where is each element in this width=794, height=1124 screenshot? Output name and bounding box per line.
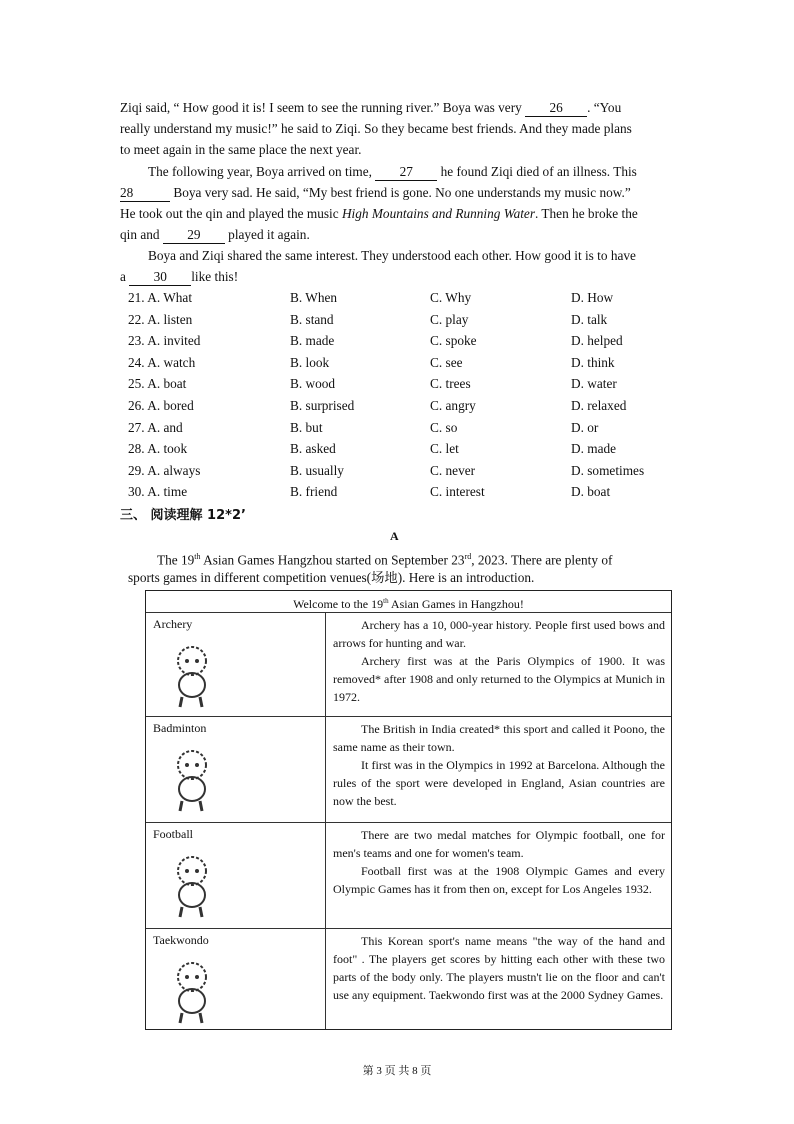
- option-28-B: B. asked: [290, 441, 336, 457]
- table-row-taekwondo: [146, 928, 671, 1029]
- mascot-image-icon: [164, 745, 224, 819]
- description-paragraph: It first was in the Olympics in 1992 at Barcelona. Although the rules of the sport were developed in England, Asian countries are now the best.: [333, 758, 665, 808]
- option-24-C: C. see: [430, 354, 463, 370]
- passage-line: to meet again in the same place the next year.: [120, 142, 362, 157]
- option-24-A: 24. A. watch: [128, 354, 196, 370]
- passage-line: Ziqi said, “ How good it is! I seem to see the running river.” Boya was very 26 . “You: [120, 100, 622, 115]
- sport-name: Badminton: [153, 721, 207, 735]
- option-25-C: C. trees: [430, 376, 471, 392]
- table-row-badminton: [146, 716, 671, 822]
- option-22-D: D. talk: [571, 311, 608, 327]
- description-paragraph: This Korean sport's name means "the way of the hand and foot" . The players get scores by hitting each other with these two parts of the body only. The players mustn't lie on the floor and can't use any equipment. Taekwondo first was at the 2000 Sydney Games.: [333, 934, 665, 1002]
- page-footer: 第 3 页 共 8 页: [362, 1065, 432, 1077]
- passage-line: The following year, Boya arrived on time, 27 he found Ziqi died of an illness. This: [148, 164, 637, 179]
- option-22-A: 22. A. listen: [128, 311, 193, 327]
- passage-line: He took out the qin and played the music High Mountains and Running Water. Then he broke the: [120, 206, 638, 221]
- option-23-C: C. spoke: [430, 333, 477, 349]
- blank-28: 28: [120, 185, 170, 202]
- sport-description: [326, 613, 671, 716]
- sport-name: Archery: [153, 617, 193, 631]
- mascot-image-icon: [164, 851, 224, 925]
- option-27-A: 27. A. and: [128, 419, 183, 435]
- passage-line: 28 Boya very sad. He said, “My best friend is gone. No one understands my music now.”: [120, 185, 631, 200]
- option-21-D: D. How: [571, 290, 614, 305]
- description-paragraph: The British in India created* this sport and called it Poono, the same name as their town.: [333, 722, 665, 754]
- sport-cell: [146, 717, 326, 822]
- option-28-A: 28. A. took: [128, 441, 188, 457]
- blank-30: 30: [129, 269, 191, 286]
- sport-name: Taekwondo: [153, 933, 209, 947]
- option-26-B: B. surprised: [290, 398, 355, 413]
- blank-29: 29: [163, 227, 225, 244]
- option-30-C: C. interest: [430, 484, 485, 500]
- intro-line: sports games in different competition venues(场地). Here is an introduction.: [128, 570, 535, 585]
- option-28-D: D. made: [571, 441, 617, 457]
- option-23-D: D. helped: [571, 333, 623, 349]
- option-26-A: 26. A. bored: [128, 398, 194, 413]
- intro-line: The 19th Asian Games Hangzhou started on September 23rd, 2023. There are plenty of: [157, 552, 613, 568]
- mascot-image-icon: [164, 957, 224, 1031]
- option-21-B: B. When: [290, 290, 338, 305]
- option-24-D: D. think: [571, 354, 615, 370]
- option-30-A: 30. A. time: [128, 484, 188, 500]
- option-27-B: B. but: [290, 419, 323, 435]
- table-header: Welcome to the 19th Asian Games in Hangzhou!: [293, 597, 524, 611]
- description-paragraph: Archery first was at the Paris Olympics of 1900. It was removed* after 1908 and only returned to the Olympics at Munich in 1972.: [333, 654, 665, 704]
- option-30-B: B. friend: [290, 484, 338, 500]
- asian-games-table: [145, 590, 672, 1030]
- option-26-D: D. relaxed: [571, 398, 627, 413]
- passage-line: a 30 like this!: [120, 269, 239, 284]
- table-row-archery: [146, 612, 671, 716]
- mascot-image-icon: [164, 641, 224, 715]
- sport-cell: [146, 823, 326, 928]
- blank-26: 26: [525, 100, 587, 117]
- part-label: A: [390, 529, 399, 543]
- option-30-D: D. boat: [571, 484, 611, 500]
- option-22-C: C. play: [430, 311, 469, 327]
- option-29-A: 29. A. always: [128, 462, 201, 478]
- sport-cell: [146, 613, 326, 716]
- option-23-B: B. made: [290, 333, 335, 349]
- option-29-C: C. never: [430, 462, 476, 478]
- option-28-C: C. let: [430, 441, 459, 457]
- sport-name: Football: [153, 827, 194, 841]
- description-paragraph: There are two medal matches for Olympic football, one for men's teams and one for women's team.: [333, 828, 665, 860]
- sport-description: [326, 717, 671, 822]
- option-27-D: D. or: [571, 419, 599, 435]
- table-row-football: [146, 822, 671, 928]
- option-22-B: B. stand: [290, 311, 334, 327]
- option-24-B: B. look: [290, 354, 330, 370]
- sport-cell: [146, 929, 326, 1029]
- sport-description: [326, 823, 671, 928]
- passage-line: Boya and Ziqi shared the same interest. They understood each other. How good it is to have: [148, 248, 636, 263]
- option-25-B: B. wood: [290, 376, 336, 392]
- option-29-D: D. sometimes: [571, 462, 645, 478]
- option-21-C: C. Why: [430, 290, 472, 305]
- option-23-A: 23. A. invited: [128, 333, 201, 349]
- passage-line: qin and 29 played it again.: [120, 227, 310, 242]
- description-paragraph: Archery has a 10, 000-year history. People first used bows and arrows for hunting and war.: [333, 618, 665, 650]
- option-21-A: 21. A. What: [128, 290, 193, 305]
- sport-description: [326, 929, 671, 1029]
- passage-line: really understand my music!” he said to Ziqi. So they became best friends. And they made plans: [120, 121, 632, 136]
- option-25-A: 25. A. boat: [128, 376, 187, 392]
- section-title: 三、 阅读理解 12*2’: [120, 508, 246, 523]
- description-paragraph: Football first was at the 1908 Olympic Games and every Olympic Games has it from then on, except for Los Angeles 1932.: [333, 864, 665, 896]
- option-26-C: C. angry: [430, 398, 476, 413]
- option-25-D: D. water: [571, 376, 617, 392]
- option-27-C: C. so: [430, 419, 458, 435]
- option-29-B: B. usually: [290, 462, 344, 478]
- blank-27: 27: [375, 164, 437, 181]
